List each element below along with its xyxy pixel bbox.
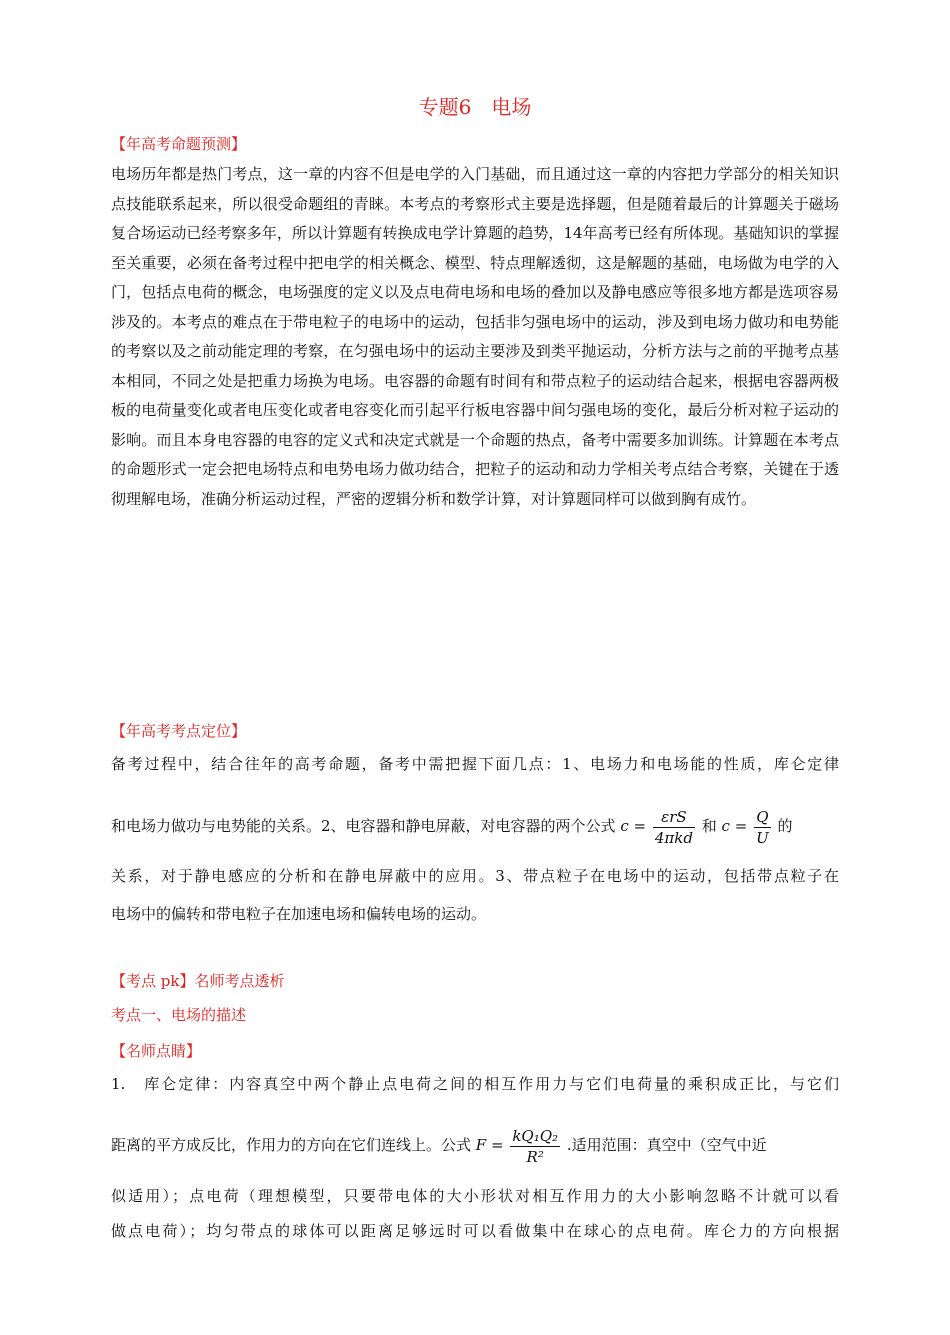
conjunction-text: 和 [701,817,717,835]
coulomb-law-line-3: 似适用）；点电荷（理想模型，只要带电体的大小形状对相互作用力的大小影响忽略不计就可以看 [111,1187,839,1205]
formula-numerator: kQ₁Q₂ [512,1126,559,1145]
positioning-line-4: 电场中的偏转和带电粒子在加速电场和偏转电场的运动。 [111,905,487,923]
formula-denominator: 4πkd [654,828,693,847]
capacitance-definition-formula [754,808,771,847]
capacitance-decisive-formula [653,808,695,847]
formula-denominator: R² [526,1147,544,1166]
formula-numerator: Q [754,808,771,828]
page-title: 专题6 电场 [418,95,532,119]
coulomb-law-line-1: 1. 库仑定律：内容真空中两个静止点电荷之间的相互作用力与它们电荷量的乘积成正比，与它们 [111,1075,839,1093]
formula-denominator: U [756,828,769,847]
pk-title: 名师考点透析 [194,972,285,990]
section-heading-pk [111,970,284,992]
coulomb-law-line-2-end: .适用范围：真空中（空气中近 [566,1136,767,1154]
capacitance-symbol: c = [620,817,647,835]
coulomb-law-line-2-text: 距离的平方成反比，作用力的方向在它们连线上。公式 [111,1136,472,1154]
positioning-line-1: 备考过程中，结合往年的高考命题，备考中需把握下面几点：1、电场力和电场能的性质，库仑定律 [111,755,839,773]
section-heading-prediction: 【年高考命题预测】 [111,135,247,153]
positioning-line-2-end: 的 [777,817,793,835]
positioning-line-2-text: 和电场力做功与电势能的关系。2、电容器和静电屏蔽，对电容器的两个公式 [111,817,616,835]
positioning-line-3: 关系，对于静电感应的分析和在静电屏蔽中的应用。3、带点粒子在电场中的运动，包括带点粒子在 [111,867,839,885]
prediction-paragraph: 电场历年都是热门考点，这一章的内容不但是电学的入门基础，而且通过这一章的内容把力学部分的相关知识点技能联系起来，所以很受命题组的青睐。本考点的考察形式主要是选择题，但是随着最后的计算题关于磁场复合场运动已经考察多年，所以计算题有转换成电学计算题的趋势，14年高考已经有所体现。基础知识的掌握至关重要，必须在备考过程中把电学的相关概念、模型、特点理解透彻，这是解题的基础，电场做为电学的入门，包括点电荷的概念，电场强度的定义以及点电荷电场和电场的叠加以及静电感应等很多地方都是选项容易涉及的。本考点的难点在于带电粒子的电场中的运动，包括非匀强电场中的运动，涉及到电场力做功和电势能的考察以及之前动能定理的考察，在匀强电场中的运动主要涉及到类平抛运动，分析方法与之前的平抛考点基本相同，不同之处是把重力场换为电场。电容器的命题有时间有和带点粒子的运动结合起来，根据电容器两极板的电荷量变化或者电压变化或者电容变化而引起平行板电容器中间匀强电场的变化，最后分析对粒子运动的影响。而且本身电容器的电容的定义式和决定式就是一个命题的热点，备考中需要多加训练。计算题在本考点的命题形式一定会把电场特点和电势电场力做功结合，把粒子的运动和动力学相关考点结合考察，关键在于透彻理解电场，准确分析运动过程，严密的逻辑分析和数学计算，对计算题同样可以做到胸有成竹。 [111,165,839,508]
pk-bracket-label: 【考点 pk】 [111,972,195,990]
topic-one-heading: 考点一、电场的描述 [111,1006,247,1024]
section-heading-positioning: 【年高考考点定位】 [111,722,247,740]
teacher-note-tag: 【名师点睛】 [111,1042,202,1060]
capacitance-symbol-2: c = [721,817,748,835]
formula-numerator: εrS [653,808,695,828]
positioning-line-2 [111,806,839,850]
coulomb-law-line-4: 做点电荷）；均匀带点的球体可以距离足够远时可以看做集中在球心的点电荷。库仑力的方向根据 [111,1222,839,1240]
coulomb-law-line-2 [111,1123,839,1171]
coulomb-formula [510,1127,560,1166]
force-symbol: F = [475,1136,504,1154]
